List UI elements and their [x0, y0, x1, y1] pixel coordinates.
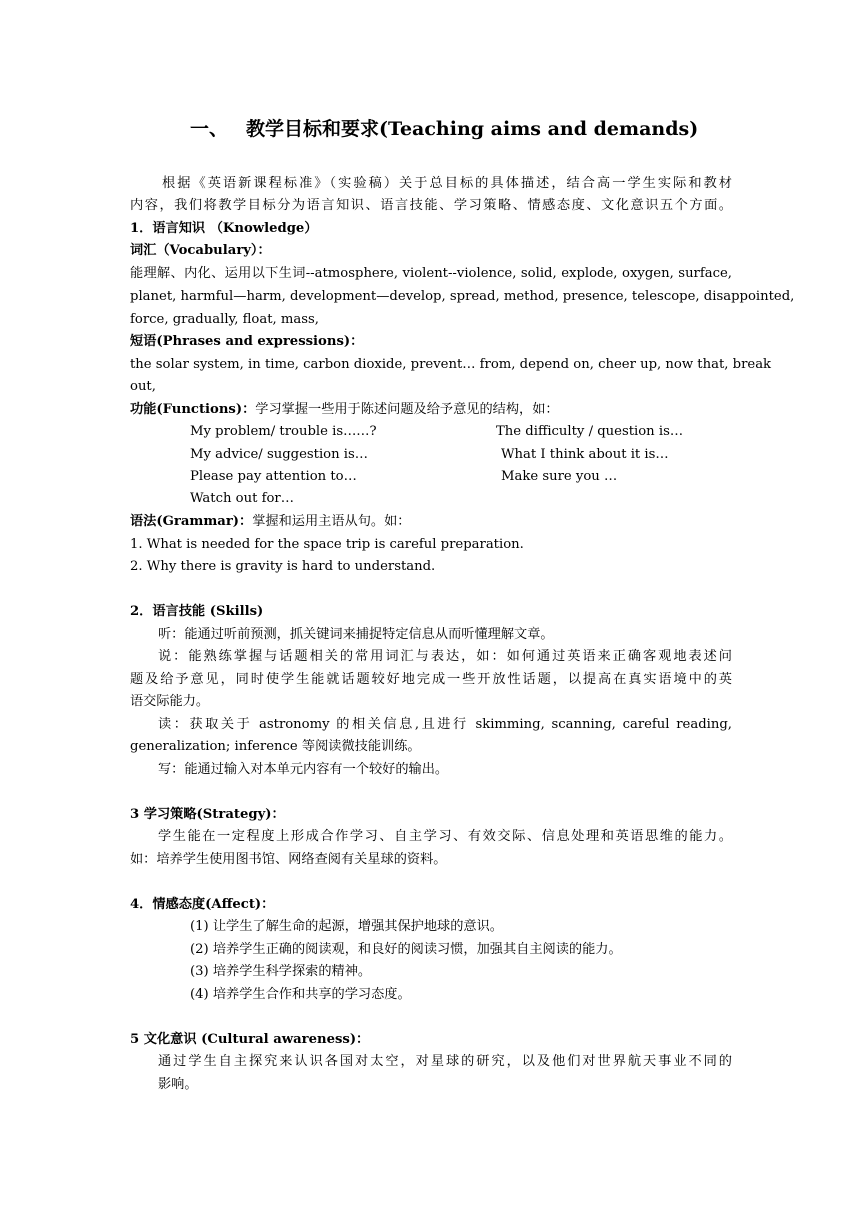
function-phrase: My problem/ trouble is……? [190, 424, 377, 439]
skills-speak-line-2: 题及给予意见，同时使学生能就话题较好地完成一些开放性话题，以提高在真实语境中的英 [130, 672, 732, 687]
affect-item: (1) 让学生了解生命的起源，增强其保护地球的意识。 [190, 919, 503, 934]
title-number: 一、 [190, 118, 229, 140]
grammar-heading: 语法(Grammar)： [130, 514, 253, 529]
function-phrase: What I think about it is… [501, 447, 669, 462]
culture-heading: 5 文化意识 (Cultural awareness)： [130, 1032, 370, 1047]
affect-heading: 4．情感态度(Affect)： [130, 897, 275, 912]
functions-heading: 功能(Functions)： [130, 402, 256, 417]
intro-line-1: 根据《英语新课程标准》（实验稿）关于总目标的具体描述，结合高一学生实际和教材 [160, 176, 732, 191]
functions-text: 学习掌握一些用于陈述问题及给予意见的结构，如： [255, 402, 559, 417]
culture-line-1: 通过学生自主探究来认识各国对太空，对星球的研究，以及他们对世界航天事业不同的 [158, 1054, 732, 1069]
strategy-line-1: 学生能在一定程度上形成合作学习、自主学习、有效交际、信息处理和英语思维的能力。 [158, 829, 732, 844]
grammar-example: 2. Why there is gravity is hard to understand. [130, 559, 436, 574]
vocab-line-1: 能理解、内化、运用以下生词--atmosphere, violent--violence, solid, explode, oxygen, surface, [130, 266, 732, 281]
skills-write: 写：能通过输入对本单元内容有一个较好的输出。 [158, 762, 449, 777]
skills-read-line-2: generalization; inference 等阅读微技能训练。 [130, 739, 421, 754]
function-phrase: Please pay attention to… [190, 469, 357, 484]
page-title [190, 114, 698, 141]
strategy-heading: 3 学习策略(Strategy)： [130, 807, 285, 822]
skills-speak-line-1: 说：能熟练掌握与话题相关的常用词汇与表达，如：如何通过英语来正确客观地表述问 [158, 649, 732, 664]
function-phrase: Watch out for… [190, 491, 294, 506]
function-phrase: My advice/ suggestion is… [190, 447, 368, 462]
function-phrase: Make sure you … [501, 469, 618, 484]
title-text: 教学目标和要求(Teaching aims and demands) [246, 118, 699, 140]
culture-line-2: 影响。 [158, 1077, 198, 1092]
phrases-heading: 短语(Phrases and expressions)： [130, 334, 364, 349]
strategy-line-2: 如：培养学生使用图书馆、网络查阅有关星球的资料。 [130, 852, 447, 867]
vocab-line-2: planet, harmful—harm, development—develop, spread, method, presence, telescope, disappointed, [130, 289, 795, 304]
grammar-text: 掌握和运用主语从句。如： [252, 514, 411, 529]
function-phrase: The difficulty / question is… [496, 424, 684, 439]
skills-listen: 听：能通过听前预测，抓关键词来捕捉特定信息从而听懂理解文章。 [158, 627, 554, 642]
phrases-line-2: out, [130, 379, 156, 394]
phrases-line-1: the solar system, in time, carbon dioxide, prevent… from, depend on, cheer up, now that, break [130, 357, 772, 372]
affect-item: (4) 培养学生合作和共享的学习态度。 [190, 987, 411, 1002]
skills-speak-line-3: 语交际能力。 [130, 694, 210, 709]
grammar-example: 1. What is needed for the space trip is careful preparation. [130, 537, 524, 552]
vocab-heading: 词汇（Vocabulary）： [130, 243, 271, 258]
skills-heading: 2．语言技能 (Skills) [130, 604, 264, 619]
affect-item: (2) 培养学生正确的阅读观，和良好的阅读习惯，加强其自主阅读的能力。 [190, 942, 622, 957]
vocab-line-3: force, gradually, float, mass, [130, 312, 319, 327]
intro-line-2: 内容，我们将教学目标分为语言知识、语言技能、学习策略、情感态度、文化意识五个方面。 [130, 198, 732, 213]
grammar-line [130, 512, 410, 532]
functions-line [130, 400, 559, 420]
affect-item: (3) 培养学生科学探索的精神。 [190, 964, 372, 979]
knowledge-heading: 1．语言知识 （Knowledge） [130, 221, 318, 236]
skills-read-line-1: 读：获取关于 astronomy 的相关信息,且进行 skimming, scanning, careful reading, [158, 717, 732, 732]
